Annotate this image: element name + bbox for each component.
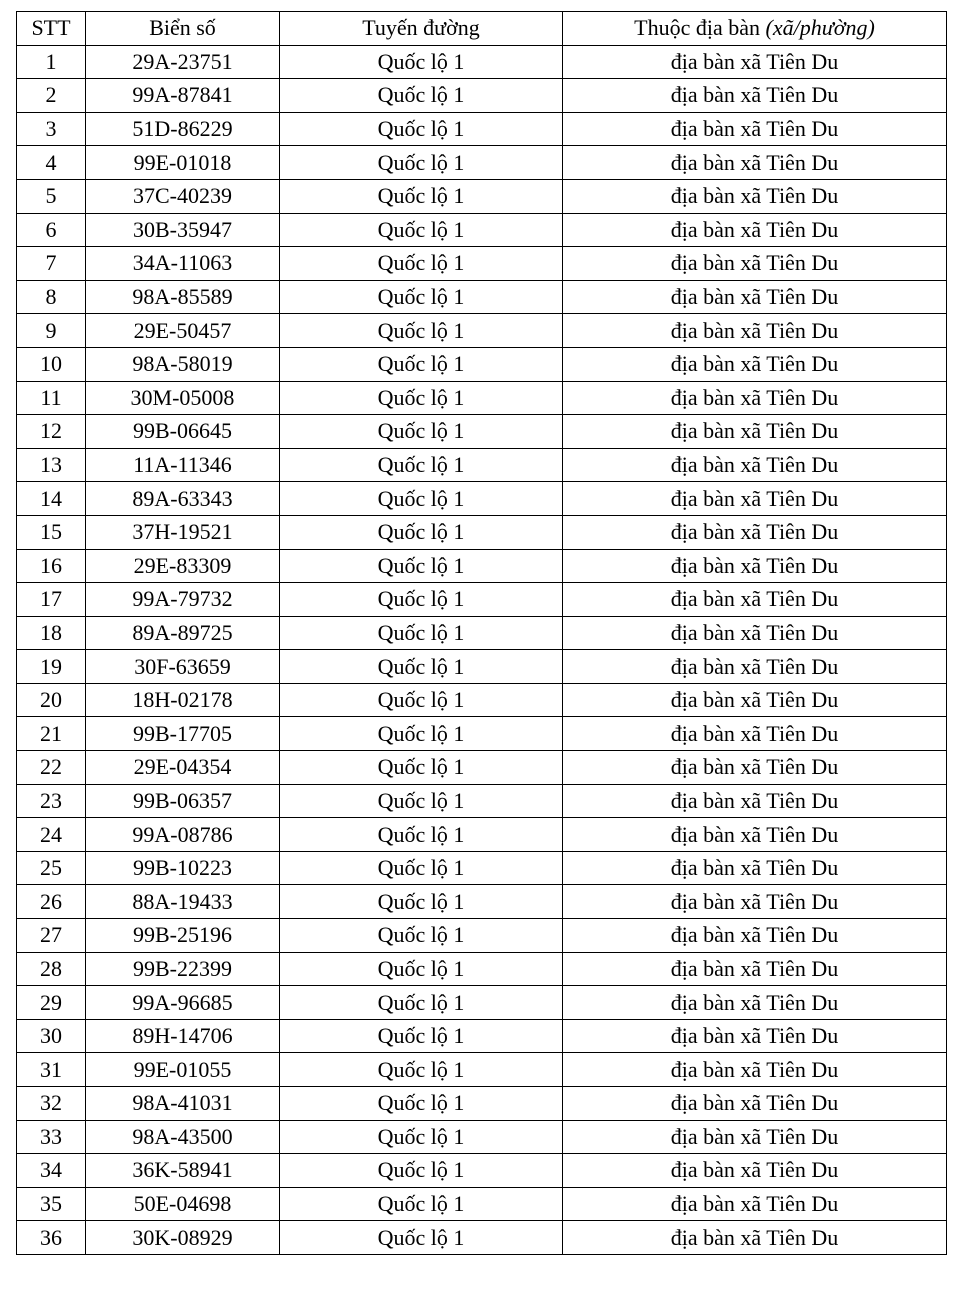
cell-plate: 89H-14706 [86, 1019, 280, 1053]
cell-stt: 36 [17, 1221, 86, 1255]
cell-area: địa bàn xã Tiên Du [563, 1053, 947, 1087]
cell-plate: 99A-08786 [86, 818, 280, 852]
cell-plate: 99E-01018 [86, 146, 280, 180]
cell-stt: 11 [17, 381, 86, 415]
vehicle-plate-table [16, 11, 947, 1255]
cell-stt: 4 [17, 146, 86, 180]
column-header-area [563, 12, 947, 46]
cell-area: địa bàn xã Tiên Du [563, 1087, 947, 1121]
cell-plate: 99A-87841 [86, 79, 280, 113]
cell-area: địa bàn xã Tiên Du [563, 549, 947, 583]
cell-route: Quốc lộ 1 [280, 179, 563, 213]
cell-area: địa bàn xã Tiên Du [563, 482, 947, 516]
cell-plate: 89A-63343 [86, 482, 280, 516]
cell-area: địa bàn xã Tiên Du [563, 784, 947, 818]
cell-stt: 7 [17, 247, 86, 281]
cell-route: Quốc lộ 1 [280, 751, 563, 785]
column-header-route: Tuyến đường [280, 12, 563, 46]
cell-plate: 99B-17705 [86, 717, 280, 751]
table-row [17, 1187, 947, 1221]
cell-plate: 36K-58941 [86, 1154, 280, 1188]
cell-stt: 21 [17, 717, 86, 751]
cell-route: Quốc lộ 1 [280, 415, 563, 449]
cell-stt: 25 [17, 851, 86, 885]
cell-stt: 33 [17, 1120, 86, 1154]
cell-route: Quốc lộ 1 [280, 1154, 563, 1188]
cell-route: Quốc lộ 1 [280, 146, 563, 180]
cell-area: địa bàn xã Tiên Du [563, 717, 947, 751]
cell-stt: 12 [17, 415, 86, 449]
cell-plate: 98A-58019 [86, 347, 280, 381]
table-row [17, 347, 947, 381]
table-body [17, 45, 947, 1254]
table-row [17, 1087, 947, 1121]
table-row [17, 650, 947, 684]
cell-area: địa bàn xã Tiên Du [563, 683, 947, 717]
cell-plate: 99B-06645 [86, 415, 280, 449]
cell-plate: 50E-04698 [86, 1187, 280, 1221]
cell-plate: 30K-08929 [86, 1221, 280, 1255]
table-row [17, 919, 947, 953]
cell-area: địa bàn xã Tiên Du [563, 515, 947, 549]
table-row [17, 79, 947, 113]
table-row [17, 415, 947, 449]
table-row [17, 1053, 947, 1087]
cell-area: địa bàn xã Tiên Du [563, 1120, 947, 1154]
cell-area: địa bàn xã Tiên Du [563, 751, 947, 785]
table-row [17, 549, 947, 583]
cell-route: Quốc lộ 1 [280, 885, 563, 919]
cell-area: địa bàn xã Tiên Du [563, 1154, 947, 1188]
cell-area: địa bàn xã Tiên Du [563, 347, 947, 381]
cell-area: địa bàn xã Tiên Du [563, 179, 947, 213]
table-row [17, 1221, 947, 1255]
cell-area: địa bàn xã Tiên Du [563, 112, 947, 146]
cell-stt: 6 [17, 213, 86, 247]
cell-route: Quốc lộ 1 [280, 515, 563, 549]
cell-area: địa bàn xã Tiên Du [563, 146, 947, 180]
cell-plate: 98A-41031 [86, 1087, 280, 1121]
cell-plate: 37C-40239 [86, 179, 280, 213]
table-row [17, 1120, 947, 1154]
cell-plate: 99A-79732 [86, 583, 280, 617]
table-row [17, 717, 947, 751]
table-row [17, 1154, 947, 1188]
cell-stt: 8 [17, 280, 86, 314]
table-row [17, 616, 947, 650]
table-row [17, 952, 947, 986]
cell-area: địa bàn xã Tiên Du [563, 448, 947, 482]
cell-area: địa bàn xã Tiên Du [563, 885, 947, 919]
cell-area: địa bàn xã Tiên Du [563, 1187, 947, 1221]
column-header-stt: STT [17, 12, 86, 46]
table-row [17, 683, 947, 717]
cell-route: Quốc lộ 1 [280, 583, 563, 617]
cell-area: địa bàn xã Tiên Du [563, 851, 947, 885]
cell-route: Quốc lộ 1 [280, 549, 563, 583]
table-row [17, 583, 947, 617]
cell-stt: 5 [17, 179, 86, 213]
cell-area: địa bàn xã Tiên Du [563, 45, 947, 79]
cell-plate: 30M-05008 [86, 381, 280, 415]
table-row [17, 851, 947, 885]
table-row [17, 1019, 947, 1053]
cell-plate: 37H-19521 [86, 515, 280, 549]
cell-plate: 99A-96685 [86, 986, 280, 1020]
cell-route: Quốc lộ 1 [280, 213, 563, 247]
cell-stt: 19 [17, 650, 86, 684]
cell-area: địa bàn xã Tiên Du [563, 247, 947, 281]
column-header-area-note: (xã/phường) [765, 15, 875, 41]
cell-route: Quốc lộ 1 [280, 1053, 563, 1087]
cell-stt: 29 [17, 986, 86, 1020]
cell-stt: 14 [17, 482, 86, 516]
cell-stt: 18 [17, 616, 86, 650]
cell-stt: 3 [17, 112, 86, 146]
cell-area: địa bàn xã Tiên Du [563, 381, 947, 415]
cell-stt: 32 [17, 1087, 86, 1121]
cell-plate: 18H-02178 [86, 683, 280, 717]
cell-route: Quốc lộ 1 [280, 1019, 563, 1053]
cell-route: Quốc lộ 1 [280, 650, 563, 684]
cell-plate: 98A-85589 [86, 280, 280, 314]
cell-route: Quốc lộ 1 [280, 1221, 563, 1255]
cell-route: Quốc lộ 1 [280, 79, 563, 113]
table-row [17, 818, 947, 852]
cell-stt: 26 [17, 885, 86, 919]
cell-route: Quốc lộ 1 [280, 717, 563, 751]
cell-area: địa bàn xã Tiên Du [563, 952, 947, 986]
cell-route: Quốc lộ 1 [280, 683, 563, 717]
cell-plate: 29E-50457 [86, 314, 280, 348]
cell-plate: 88A-19433 [86, 885, 280, 919]
cell-route: Quốc lộ 1 [280, 784, 563, 818]
table-row [17, 448, 947, 482]
cell-route: Quốc lộ 1 [280, 818, 563, 852]
cell-stt: 24 [17, 818, 86, 852]
cell-route: Quốc lộ 1 [280, 1187, 563, 1221]
table-row [17, 381, 947, 415]
cell-route: Quốc lộ 1 [280, 616, 563, 650]
cell-route: Quốc lộ 1 [280, 1120, 563, 1154]
cell-stt: 10 [17, 347, 86, 381]
cell-stt: 34 [17, 1154, 86, 1188]
cell-route: Quốc lộ 1 [280, 986, 563, 1020]
cell-stt: 13 [17, 448, 86, 482]
cell-area: địa bàn xã Tiên Du [563, 213, 947, 247]
cell-route: Quốc lộ 1 [280, 314, 563, 348]
cell-area: địa bàn xã Tiên Du [563, 650, 947, 684]
cell-area: địa bàn xã Tiên Du [563, 314, 947, 348]
table-row [17, 986, 947, 1020]
cell-stt: 17 [17, 583, 86, 617]
cell-plate: 29E-83309 [86, 549, 280, 583]
cell-stt: 31 [17, 1053, 86, 1087]
table-row [17, 213, 947, 247]
table-row [17, 45, 947, 79]
table-row [17, 314, 947, 348]
table-row [17, 515, 947, 549]
header-row [17, 12, 947, 46]
cell-plate: 51D-86229 [86, 112, 280, 146]
cell-plate: 34A-11063 [86, 247, 280, 281]
cell-plate: 98A-43500 [86, 1120, 280, 1154]
cell-stt: 28 [17, 952, 86, 986]
cell-route: Quốc lộ 1 [280, 952, 563, 986]
cell-stt: 9 [17, 314, 86, 348]
cell-stt: 23 [17, 784, 86, 818]
cell-route: Quốc lộ 1 [280, 851, 563, 885]
cell-area: địa bàn xã Tiên Du [563, 1019, 947, 1053]
cell-area: địa bàn xã Tiên Du [563, 1221, 947, 1255]
cell-route: Quốc lộ 1 [280, 448, 563, 482]
table-row [17, 885, 947, 919]
cell-route: Quốc lộ 1 [280, 112, 563, 146]
cell-route: Quốc lộ 1 [280, 247, 563, 281]
cell-stt: 20 [17, 683, 86, 717]
cell-route: Quốc lộ 1 [280, 45, 563, 79]
cell-route: Quốc lộ 1 [280, 919, 563, 953]
cell-stt: 30 [17, 1019, 86, 1053]
cell-area: địa bàn xã Tiên Du [563, 280, 947, 314]
cell-stt: 2 [17, 79, 86, 113]
table-row [17, 784, 947, 818]
cell-route: Quốc lộ 1 [280, 280, 563, 314]
cell-stt: 27 [17, 919, 86, 953]
cell-route: Quốc lộ 1 [280, 482, 563, 516]
cell-plate: 99B-22399 [86, 952, 280, 986]
cell-area: địa bàn xã Tiên Du [563, 818, 947, 852]
table-row [17, 751, 947, 785]
column-header-plate: Biển số [86, 12, 280, 46]
cell-plate: 30B-35947 [86, 213, 280, 247]
cell-stt: 1 [17, 45, 86, 79]
cell-stt: 16 [17, 549, 86, 583]
cell-plate: 30F-63659 [86, 650, 280, 684]
cell-stt: 22 [17, 751, 86, 785]
cell-route: Quốc lộ 1 [280, 347, 563, 381]
cell-plate: 99E-01055 [86, 1053, 280, 1087]
table-row [17, 112, 947, 146]
cell-plate: 29A-23751 [86, 45, 280, 79]
table-header [17, 12, 947, 46]
table-row [17, 179, 947, 213]
cell-area: địa bàn xã Tiên Du [563, 919, 947, 953]
table-row [17, 280, 947, 314]
table-row [17, 247, 947, 281]
cell-route: Quốc lộ 1 [280, 1087, 563, 1121]
cell-area: địa bàn xã Tiên Du [563, 583, 947, 617]
cell-area: địa bàn xã Tiên Du [563, 79, 947, 113]
cell-plate: 89A-89725 [86, 616, 280, 650]
cell-plate: 11A-11346 [86, 448, 280, 482]
cell-route: Quốc lộ 1 [280, 381, 563, 415]
cell-stt: 15 [17, 515, 86, 549]
cell-area: địa bàn xã Tiên Du [563, 616, 947, 650]
cell-area: địa bàn xã Tiên Du [563, 986, 947, 1020]
cell-stt: 35 [17, 1187, 86, 1221]
table-row [17, 482, 947, 516]
table-row [17, 146, 947, 180]
cell-plate: 99B-06357 [86, 784, 280, 818]
cell-area: địa bàn xã Tiên Du [563, 415, 947, 449]
cell-plate: 29E-04354 [86, 751, 280, 785]
column-header-area-label: Thuộc địa bàn [634, 15, 766, 41]
cell-plate: 99B-10223 [86, 851, 280, 885]
cell-plate: 99B-25196 [86, 919, 280, 953]
